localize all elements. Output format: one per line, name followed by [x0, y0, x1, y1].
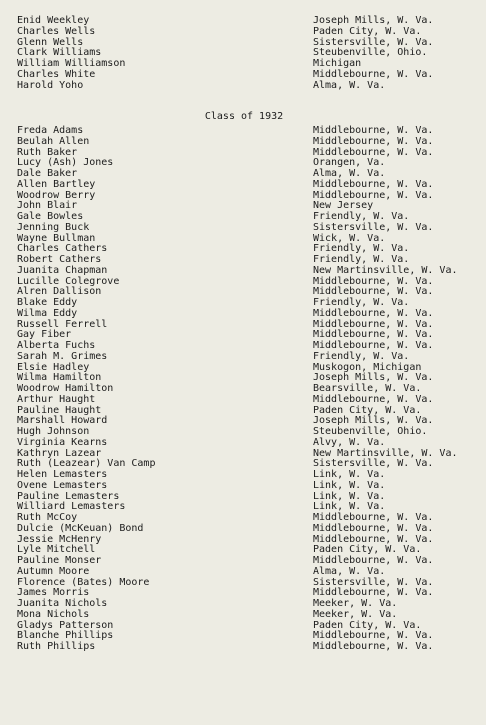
person-location: Middlebourne, W. Va.	[313, 189, 434, 201]
person-location: Joseph Mills, W. Va.	[313, 15, 434, 26]
person-location: Alvy, W. Va.	[313, 436, 386, 448]
person-name: Alberta Fuchs	[17, 340, 96, 351]
person-location: Link, W. Va.	[313, 490, 386, 502]
person-location: Friendly, W. Va.	[313, 350, 410, 362]
person-location: Muskogon, Michigan	[313, 361, 422, 373]
list-item	[0, 223, 486, 234]
person-name: Ruth Baker	[17, 146, 78, 158]
person-location: Middlebourne, W. Va.	[313, 641, 434, 652]
person-location: Middlebourne, W. Va.	[313, 555, 434, 566]
list-item	[0, 70, 486, 81]
person-location: New Martinsville, W. Va.	[313, 264, 458, 276]
person-location: Middlebourne, W. Va.	[313, 275, 434, 287]
person-name: Arthur Haught	[17, 393, 96, 405]
person-location: Alma, W. Va.	[313, 79, 386, 91]
list-item	[0, 27, 486, 38]
person-name: Pauline Lemasters	[17, 490, 120, 502]
person-name: John Blair	[17, 200, 78, 212]
person-name: Jessie McHenry	[17, 533, 102, 545]
person-location: Middlebourne, W. Va.	[313, 340, 434, 351]
list-item	[0, 137, 486, 148]
person-name: Williard Lemasters	[17, 501, 126, 513]
person-location: Joseph Mills, W. Va.	[313, 415, 434, 427]
person-location: Middlebourne, W. Va.	[313, 307, 434, 319]
person-location: Middlebourne, W. Va.	[313, 146, 434, 158]
person-location: Friendly, W. Va.	[313, 211, 410, 222]
person-location: Joseph Mills, W. Va.	[313, 372, 434, 384]
person-name: Sarah M. Grimes	[17, 350, 108, 362]
person-name: Gale Bowles	[17, 211, 84, 222]
list-item	[0, 438, 486, 449]
person-location: Meeker, W. Va.	[313, 598, 398, 609]
person-name: Wilma Hamilton	[17, 372, 102, 384]
person-location: Middlebourne, W. Va.	[313, 522, 434, 534]
person-name: Pauline Monser	[17, 555, 102, 566]
person-name: Russell Ferrell	[17, 318, 108, 330]
person-name: Blanche Phillips	[17, 630, 114, 642]
person-name: Elsie Hadley	[17, 361, 90, 373]
list-item	[0, 642, 486, 653]
person-name: Lucille Colegrove	[17, 275, 120, 287]
person-name: Dulcie (McKeuan) Bond	[17, 522, 144, 534]
person-location: New Martinsville, W. Va.	[313, 447, 458, 459]
list-item	[0, 524, 486, 535]
person-name: Wayne Bullman	[17, 232, 96, 244]
list-item	[0, 567, 486, 578]
person-location: Paden City, W. Va.	[313, 404, 422, 416]
person-name: Enid Weekley	[17, 15, 90, 26]
person-name: Ruth (Leazear) Van Camp	[17, 458, 156, 470]
person-name: Charles White	[17, 68, 96, 80]
person-name: Woodrow Hamilton	[17, 383, 114, 394]
person-location: Link, W. Va.	[313, 479, 386, 491]
person-name: Gladys Patterson	[17, 619, 114, 631]
person-name: Ruth McCoy	[17, 512, 78, 523]
person-name: Charles Wells	[17, 25, 96, 37]
list-item	[0, 481, 486, 492]
person-name: James Morris	[17, 587, 90, 599]
person-name: Harold Yoho	[17, 79, 84, 91]
person-name: Juanita Nichols	[17, 598, 108, 609]
person-location: Orangen, Va.	[313, 157, 386, 169]
person-location: Middlebourne, W. Va.	[313, 178, 434, 190]
person-location: Sistersville, W. Va.	[313, 458, 434, 470]
person-location: Middlebourne, W. Va.	[313, 329, 434, 341]
person-location: New Jersey	[313, 200, 374, 212]
person-name: Wilma Eddy	[17, 307, 78, 319]
person-name: Robert Cathers	[17, 254, 102, 265]
person-location: Friendly, W. Va.	[313, 254, 410, 265]
person-name: Dale Baker	[17, 168, 78, 179]
person-location: Middlebourne, W. Va.	[313, 318, 434, 330]
person-location: Meeker, W. Va.	[313, 608, 398, 620]
person-name: Beulah Allen	[17, 135, 90, 147]
person-name: Ruth Phillips	[17, 641, 96, 652]
person-name: Juanita Chapman	[17, 264, 108, 276]
person-location: Paden City, W. Va.	[313, 619, 422, 631]
person-name: Gay Fiber	[17, 329, 72, 341]
person-location: Alma, W. Va.	[313, 565, 386, 577]
person-location: Wick, W. Va.	[313, 232, 386, 244]
list-item	[0, 309, 486, 320]
class-heading-text: Class of 1932	[204, 111, 284, 122]
person-name: Kathryn Lazear	[17, 447, 102, 459]
person-location: Middlebourne, W. Va.	[313, 630, 434, 642]
person-location: Sistersville, W. Va.	[313, 36, 434, 48]
list-item	[0, 610, 486, 621]
person-name: Marshall Howard	[17, 415, 108, 427]
person-location: Sistersville, W. Va.	[313, 221, 434, 233]
person-location: Middlebourne, W. Va.	[313, 533, 434, 545]
person-location: Paden City, W. Va.	[313, 25, 422, 37]
person-location: Alma, W. Va.	[313, 168, 386, 179]
person-name: Glenn Wells	[17, 36, 84, 48]
person-name: Clark Williams	[17, 47, 102, 59]
person-location: Link, W. Va.	[313, 469, 386, 480]
person-location: Middlebourne, W. Va.	[313, 587, 434, 599]
person-location: Middlebourne, W. Va.	[313, 135, 434, 147]
person-name: Freda Adams	[17, 125, 84, 136]
person-location: Michigan	[313, 58, 362, 69]
person-name: William Williamson	[17, 58, 126, 69]
person-location: Bearsville, W. Va.	[313, 383, 422, 394]
person-name: Alren Dallison	[17, 286, 102, 298]
list-item	[0, 81, 486, 92]
person-name: Helen Lemasters	[17, 469, 108, 480]
person-name: Ovene Lemasters	[17, 479, 108, 491]
person-location: Link, W. Va.	[313, 501, 386, 513]
person-name: Pauline Haught	[17, 404, 102, 416]
person-location: Steubenville, Ohio.	[313, 47, 428, 59]
person-location: Middlebourne, W. Va.	[313, 512, 434, 523]
person-name: Charles Cathers	[17, 243, 108, 255]
list-item	[0, 180, 486, 191]
person-name: Allen Bartley	[17, 178, 96, 190]
list-item	[0, 395, 486, 406]
top-list	[0, 16, 486, 91]
person-name: Florence (Bates) Moore	[17, 576, 150, 588]
person-name: Hugh Johnson	[17, 426, 90, 437]
person-name: Blake Eddy	[17, 297, 78, 308]
person-location: Middlebourne, W. Va.	[313, 125, 434, 136]
list-item	[0, 352, 486, 363]
person-location: Steubenville, Ohio.	[313, 426, 428, 437]
person-name: Mona Nichols	[17, 608, 90, 620]
person-name: Autumn Moore	[17, 565, 90, 577]
person-name: Lyle Mitchell	[17, 544, 96, 556]
person-location: Middlebourne, W. Va.	[313, 68, 434, 80]
class-heading	[0, 112, 486, 123]
person-name: Lucy (Ash) Jones	[17, 157, 114, 169]
person-location: Friendly, W. Va.	[313, 243, 410, 255]
person-name: Woodrow Berry	[17, 189, 96, 201]
person-location: Middlebourne, W. Va.	[313, 286, 434, 298]
person-name: Jenning Buck	[17, 221, 90, 233]
person-name: Virginia Kearns	[17, 436, 108, 448]
list-item	[0, 266, 486, 277]
person-location: Sistersville, W. Va.	[313, 576, 434, 588]
person-location: Friendly, W. Va.	[313, 297, 410, 308]
person-location: Middlebourne, W. Va.	[313, 393, 434, 405]
person-location: Paden City, W. Va.	[313, 544, 422, 556]
class-list	[0, 126, 486, 653]
